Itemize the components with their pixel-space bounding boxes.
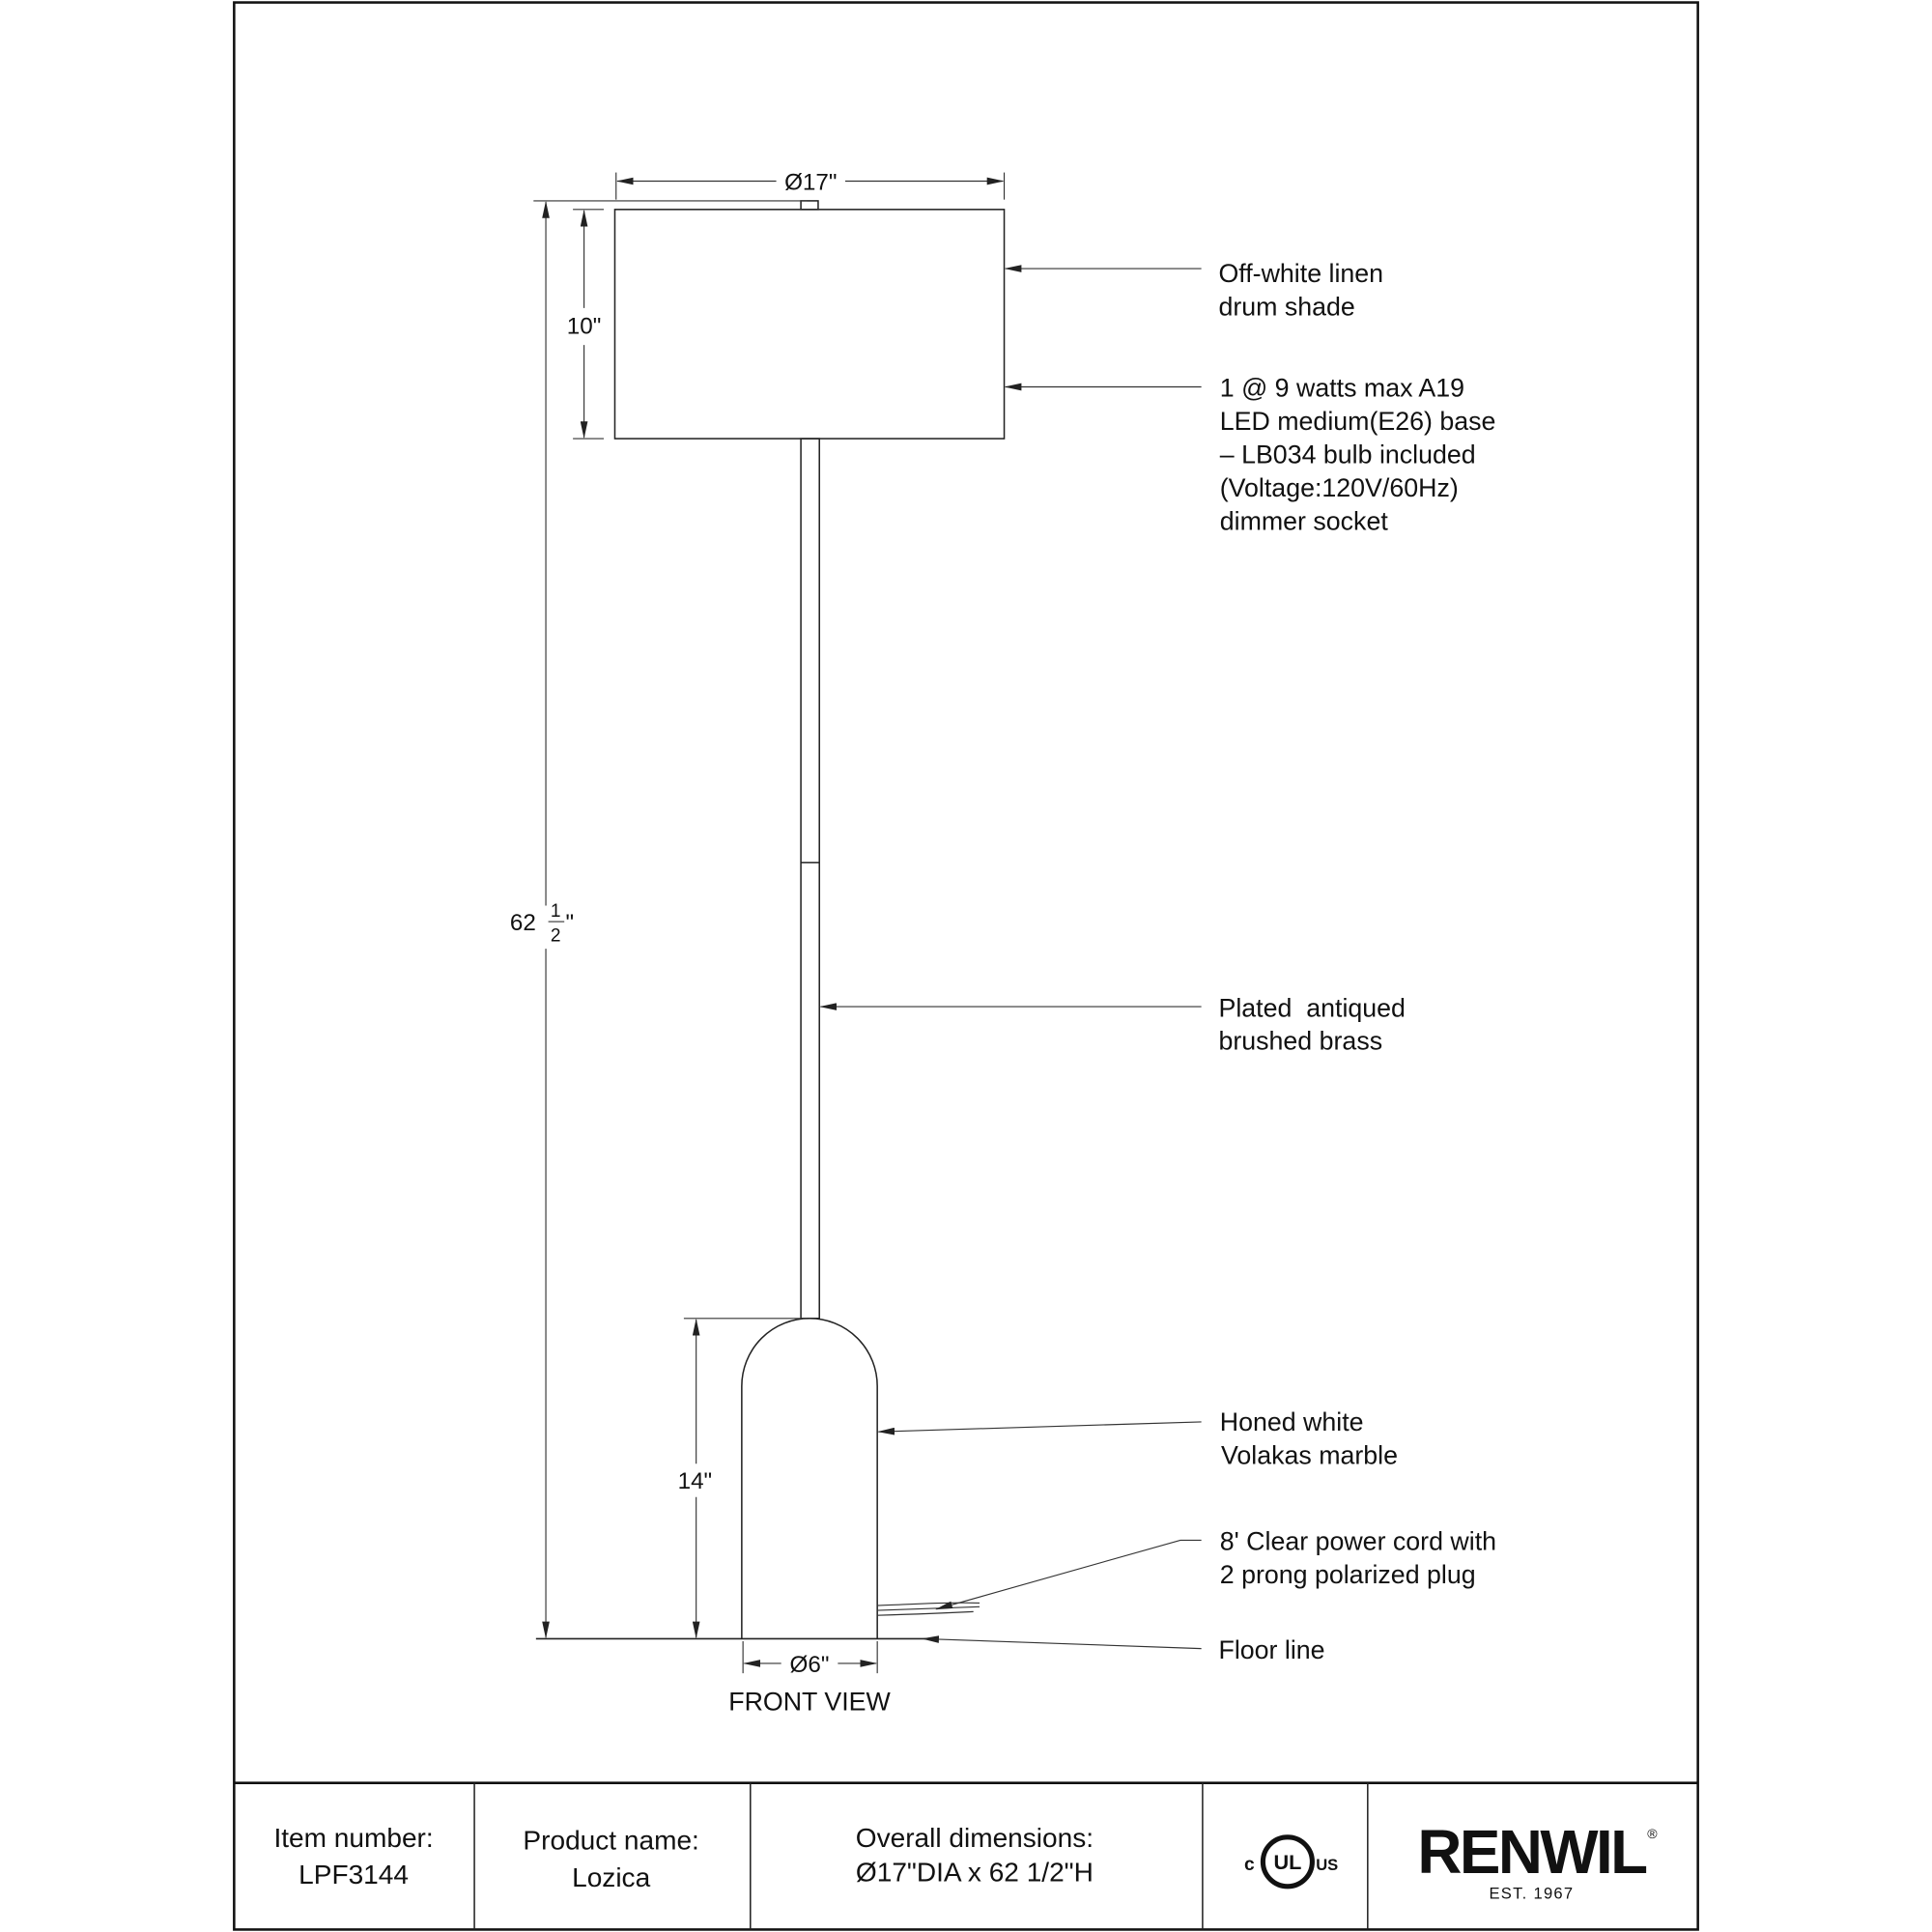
note-line: 8' Clear power cord with bbox=[1219, 1526, 1497, 1556]
note-line: Floor line bbox=[1218, 1634, 1325, 1664]
note-bulb bbox=[1220, 374, 1496, 536]
note-line: Volakas marble bbox=[1221, 1440, 1399, 1470]
note-line: dimmer socket bbox=[1219, 506, 1388, 536]
brand-established: EST. 1967 bbox=[1489, 1884, 1575, 1903]
renwil-logo bbox=[1417, 1817, 1658, 1903]
marble-base bbox=[742, 1319, 877, 1639]
overall-dimensions-value: Ø17"DIA x 62 1/2"H bbox=[855, 1857, 1094, 1888]
product-name-label: Product name: bbox=[523, 1825, 699, 1856]
shade-height-label: 10" bbox=[566, 313, 602, 340]
svg-text:": " bbox=[565, 910, 575, 937]
cul-us-certification-icon bbox=[1244, 1837, 1338, 1887]
pole bbox=[801, 439, 819, 1319]
overall-dimensions-label: Overall dimensions: bbox=[855, 1822, 1094, 1853]
us-text: US bbox=[1316, 1856, 1339, 1875]
registered-mark: ® bbox=[1647, 1826, 1658, 1842]
dim-overall-height bbox=[510, 201, 808, 1637]
note-line: drum shade bbox=[1218, 292, 1355, 322]
item-number-value: LPF3144 bbox=[298, 1860, 409, 1890]
dim-shade-diameter bbox=[616, 169, 1005, 199]
lamp-drawing bbox=[536, 201, 1005, 1639]
note-cord bbox=[1220, 1527, 1496, 1589]
note-line: Honed white bbox=[1219, 1406, 1364, 1436]
note-line: Off-white linen bbox=[1218, 259, 1384, 289]
ul-text: UL bbox=[1273, 1849, 1302, 1874]
note-finish bbox=[1218, 993, 1405, 1055]
product-name-value: Lozica bbox=[572, 1861, 651, 1892]
note-line: 2 prong polarized plug bbox=[1219, 1560, 1476, 1590]
finial bbox=[801, 201, 818, 210]
note-base bbox=[1220, 1407, 1398, 1469]
note-line: 1 @ 9 watts max A19 bbox=[1219, 373, 1465, 403]
item-number-label: Item number: bbox=[273, 1822, 434, 1853]
title-block-columns bbox=[474, 1783, 1368, 1930]
note-line: (Voltage:120V/60Hz) bbox=[1219, 473, 1459, 503]
note-shade bbox=[1218, 259, 1383, 321]
dim-base-diameter bbox=[743, 1641, 877, 1678]
note-line: LED medium(E26) base bbox=[1219, 407, 1496, 437]
power-cord bbox=[877, 1603, 980, 1615]
overall-height-numerator: 1 bbox=[550, 900, 561, 922]
note-line: brushed brass bbox=[1218, 1026, 1383, 1056]
base-diameter-label: Ø6" bbox=[789, 1651, 830, 1678]
overall-height-whole: 62 bbox=[509, 910, 536, 937]
c-text: c bbox=[1244, 1855, 1255, 1876]
brand-name: RENWIL bbox=[1417, 1816, 1646, 1887]
drum-shade bbox=[614, 210, 1004, 439]
dim-shade-height bbox=[567, 210, 604, 439]
overall-height-denominator: 2 bbox=[550, 925, 561, 947]
note-line: Plated antiqued bbox=[1218, 993, 1406, 1023]
shade-diameter-label: Ø17" bbox=[784, 169, 838, 196]
note-line: – LB034 bulb included bbox=[1219, 440, 1476, 469]
view-label: FRONT VIEW bbox=[728, 1687, 891, 1717]
base-height-label: 14" bbox=[677, 1467, 713, 1494]
note-floor bbox=[1218, 1635, 1324, 1664]
